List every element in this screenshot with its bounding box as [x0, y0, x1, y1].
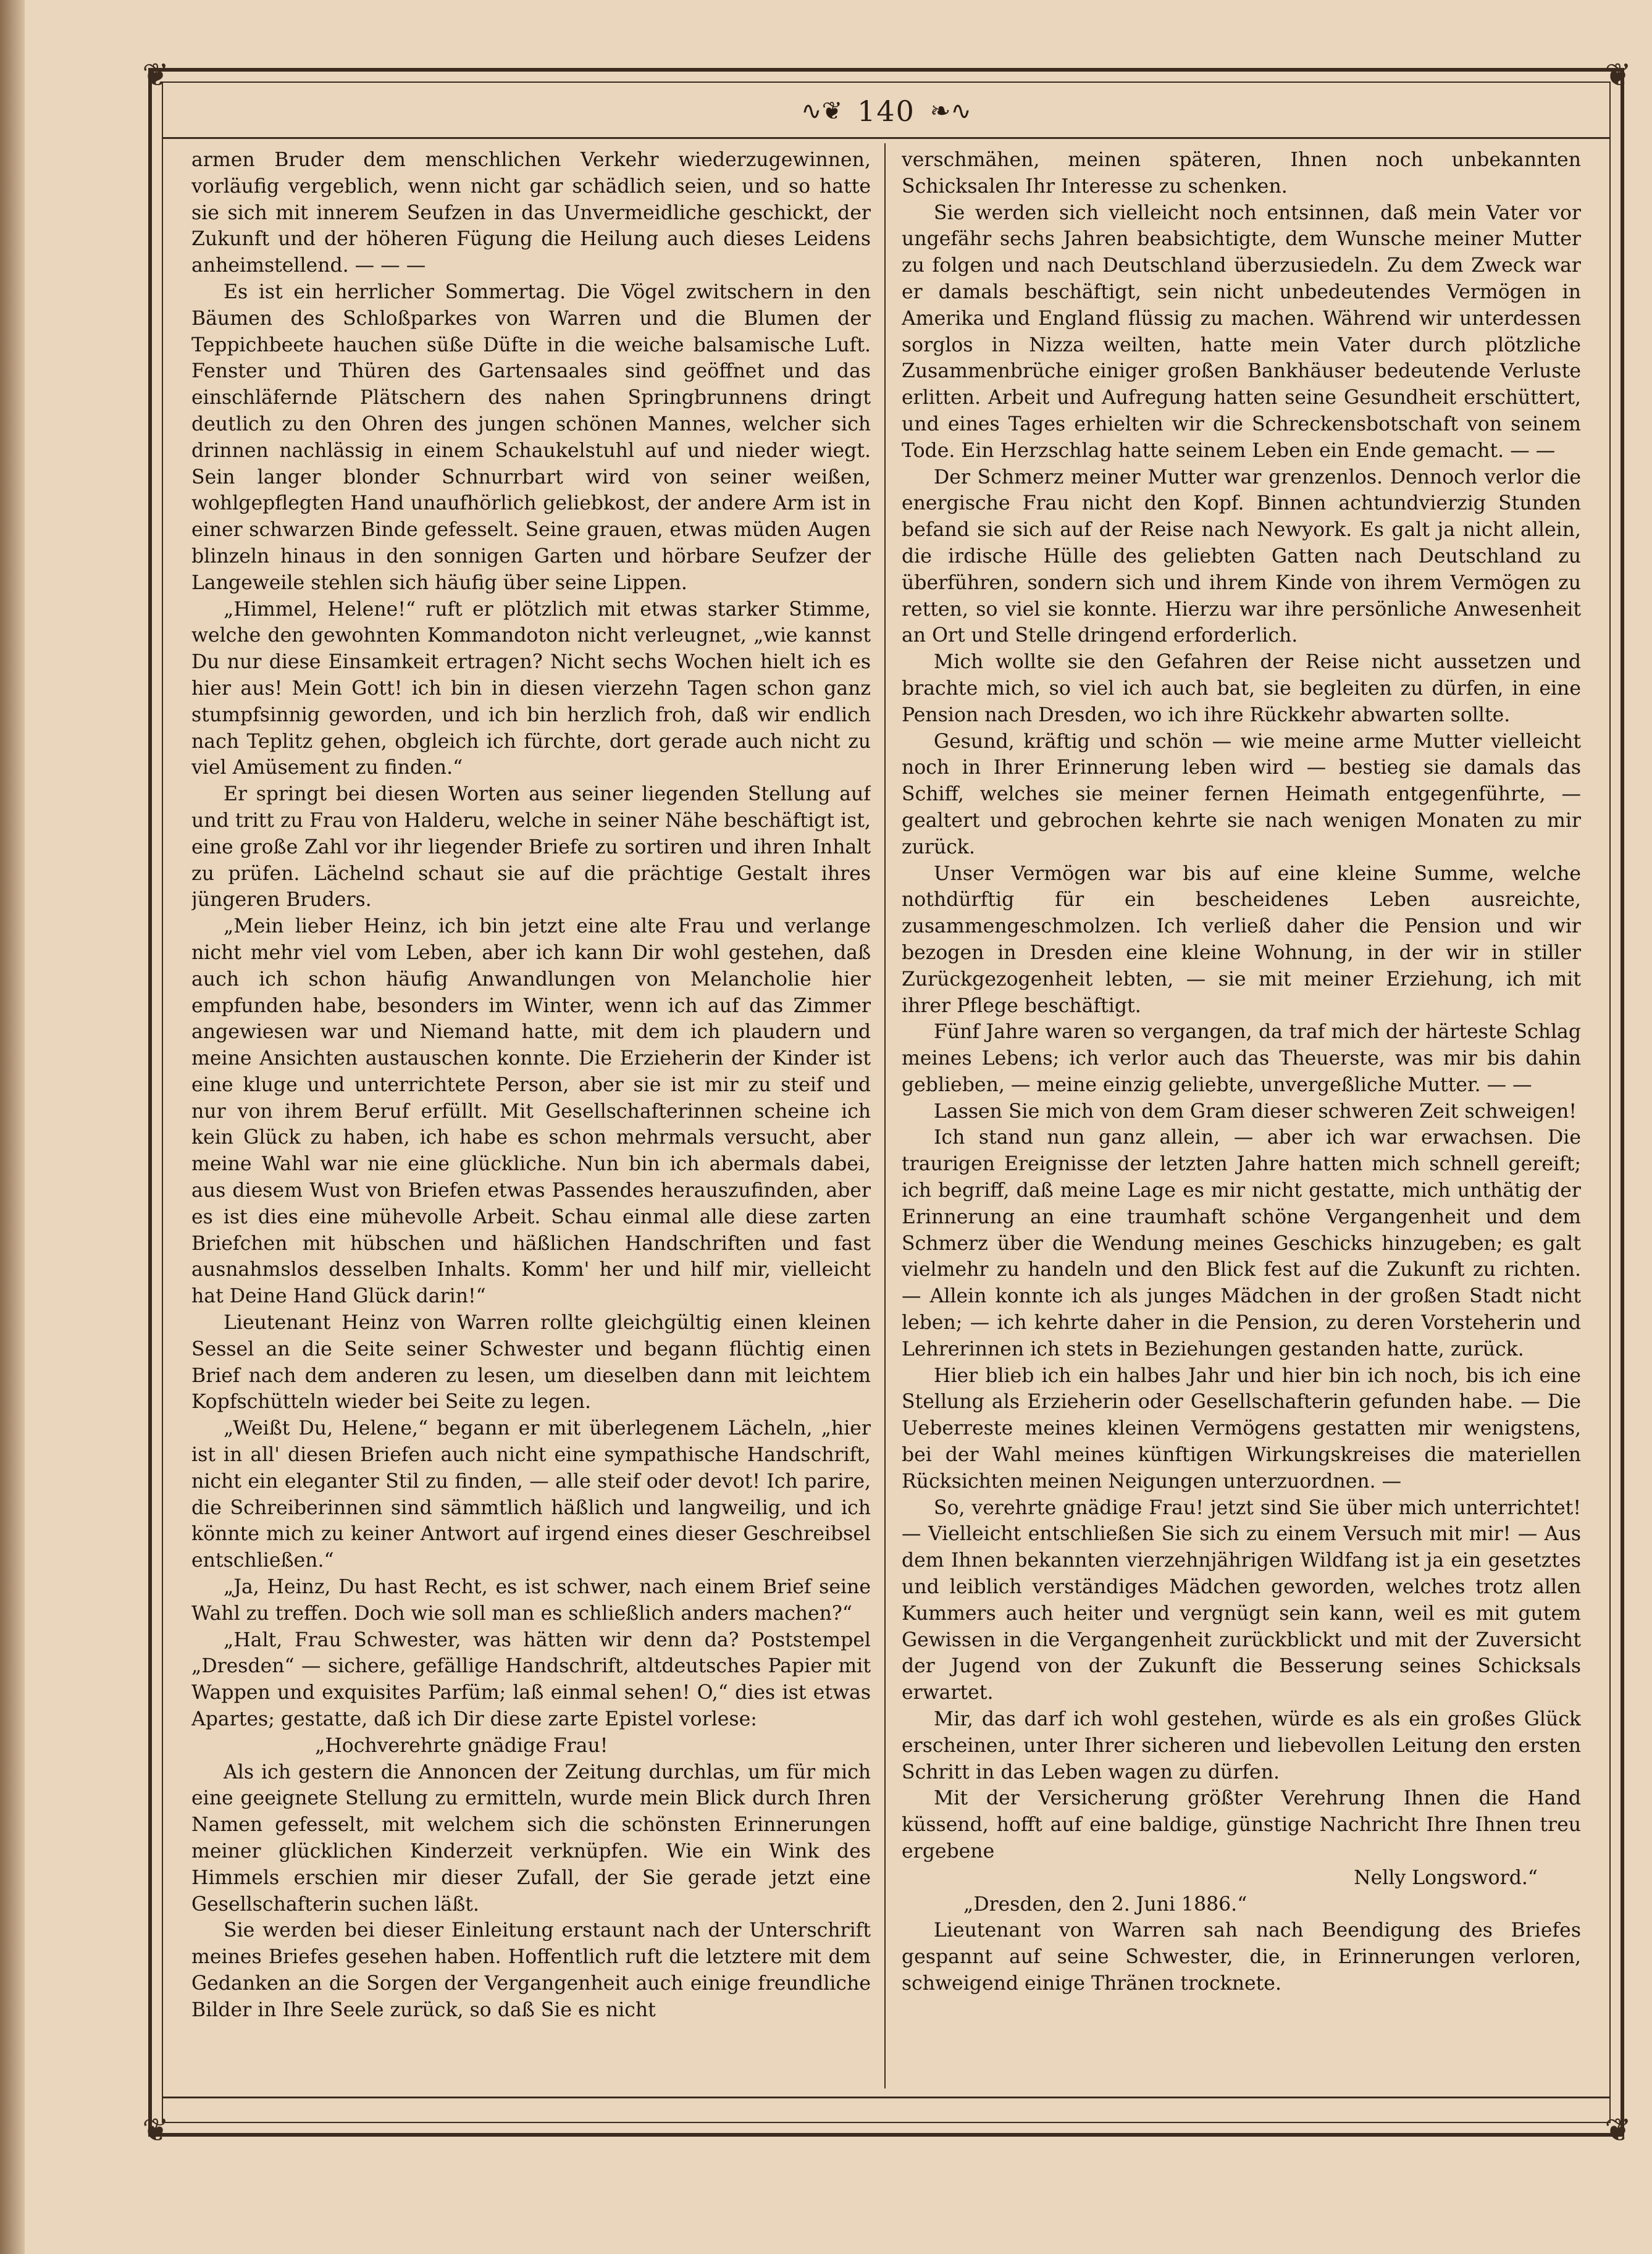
paragraph: verschmähen, meinen späteren, Ihnen noch unbekannten Schicksalen Ihr Interesse zu schenken.	[902, 149, 1581, 198]
header-rule	[162, 137, 1611, 139]
paragraph: So, verehrte gnädige Frau! jetzt sind Sie über mich unterrichtet! — Vielleicht entschließen Sie sich zu einem Versuch mit mir! — Aus dem Ihnen bekannten vierzehnjährigen Wildfang ist ja ein gesetztes und leiblich verständiges Mädchen geworden, welches trotz allen Kummers auch heiter und vergnügt sein kann, weil es mit gutem Gewissen in die Vergangenheit zurückblickt und mit der Zuversicht der Jugend von der Zukunft die Besserung seines Schicksals erwartet.	[902, 1496, 1581, 1704]
paragraph: Sie werden sich vielleicht noch entsinnen, daß mein Vater vor ungefähr sechs Jahren beabsichtigte, dem Wunsche meiner Mutter zu folgen und nach Deutschland überzusiedeln. Zu dem Zweck war er damals beschäftigt, sein nicht unbedeutendes Vermögen in Amerika und England flüssig zu machen. Während wir unterdessen sorglos in Nizza weilten, hatte mein Vater durch plötzliche Zusammenbrüche einiger großen Bankhäuser bedeutende Verluste erlitten. Arbeit und Aufregung hatten seine Gesundheit erschüttert, und eines Tages erhielten wir die Schreckensbotschaft von seinem Tode. Ein Herzschlag hatte seinem Leben ein Ende gemacht. — —	[902, 201, 1581, 462]
paragraph: armen Bruder dem menschlichen Verkehr wiederzugewinnen, vorläufig vergeblich, wenn nicht gar schädlich seien, und so hatte sie sich mit innerem Seufzen in das Unvermeidliche geschickt, der Zukunft und der höheren Fügung die Heilung auch dieses Leidens anheimstellend. — — —	[191, 149, 871, 277]
letter-date: „Dresden, den 2. Juni 1886.“	[963, 1893, 1247, 1916]
paragraph: Der Schmerz meiner Mutter war grenzenlos. Dennoch verlor die energische Frau nicht den Kopf. Binnen achtundvierzig Stunden befand sie sich auf der Reise nach Newyork. Es galt ja nicht allein, die irdische Hülle des geliebten Gatten nach Deutschland zu überführen, sondern sich und ihrem Kinde von ihrem Vermögen zu retten, so viel sie konnte. Hierzu war ihre persönliche Anwesenheit an Ort und Stelle dringend erforderlich.	[902, 466, 1581, 647]
paragraph: Lieutenant von Warren sah nach Beendigung des Briefes gespannt auf seine Schwester, die, in Erinnerungen verloren, schweigend einige Thränen trocknete.	[902, 1919, 1581, 1995]
paragraph: Mit der Versicherung größter Verehrung Ihnen die Hand küssend, hofft auf eine baldige, günstige Nachricht Ihre Ihnen treu ergebene	[902, 1787, 1581, 1862]
corner-ornament-icon: ❦	[142, 57, 169, 94]
paragraph: „Ja, Heinz, Du hast Recht, es ist schwer, nach einem Brief seine Wahl zu treffen. Doch wie soll man es schließlich anders machen?“	[191, 1576, 871, 1625]
paragraph: „Halt, Frau Schwester, was hätten wir denn da? Poststempel „Dresden“ — sichere, gefällige Handschrift, altdeutsches Papier mit Wappen und exquisites Parfüm; laß einmal sehen! O,“ dies ist etwas Apartes; gestatte, daß ich Dir diese zarte Epistel vorlese:	[191, 1628, 871, 1731]
paragraph: Mich wollte sie den Gefahren der Reise nicht aussetzen und brachte mich, so viel ich auch bat, sie begleiten zu dürfen, in eine Pension nach Dresden, wo ich ihre Rückkehr abwarten sollte.	[902, 651, 1581, 726]
paragraph: Gesund, kräftig und schön — wie meine arme Mutter vielleicht noch in Ihrer Erinnerung leben wird — bestieg sie damals das Schiff, welches sie meiner fernen Heimath entgegenführte, — gealtert und gebrochen kehrte sie nach wenigen Monaten zu mir zurück.	[902, 730, 1581, 858]
page-header	[162, 86, 1611, 136]
page-number: 140	[857, 94, 915, 128]
column-divider	[884, 143, 886, 2089]
paragraph: Mir, das darf ich wohl gestehen, würde es als ein großes Glück erscheinen, unter Ihrer sicheren und liebevollen Leitung den ersten Schritt in das Leben wagen zu dürfen.	[902, 1708, 1581, 1783]
paragraph: „Weißt Du, Helene,“ begann er mit überlegenem Lächeln, „hier ist in all' diesen Briefen auch nicht eine sympathische Handschrift, nicht ein eleganter Stil zu finden, — alle steif oder devot! Ich parire, die Schreiberinnen sind sämmtlich häßlich und langweilig, und ich könnte mich zu keiner Antwort auf irgend eines dieser Geschreibsel entschließen.“	[191, 1417, 871, 1572]
paragraph: Als ich gestern die Annoncen der Zeitung durchlas, um für mich eine geeignete Stellung zu ermitteln, wurde mein Blick durch Ihren Namen gefesselt, mit welchem sich die schönsten Erinnerungen meiner glücklichen Kinderzeit verknüpfen. Wie ein Wink des Himmels erschien mir dieser Zufall, der Sie gerade jetzt eine Gesellschafterin suchen läßt.	[191, 1761, 871, 1916]
paragraph: Es ist ein herrlicher Sommertag. Die Vögel zwitschern in den Bäumen des Schloßparkes von Warren und die Blumen der Teppichbeete hauchen süße Düfte in die weiche balsamische Luft. Fenster und Thüren des Gartensaales sind geöffnet und das einschläfernde Plätschern des nahen Springbrunnens dringt deutlich zu den Ohren des jungen schönen Mannes, welcher sich drinnen nachlässig in einem Schaukelstuhl auf und nieder wiegt. Sein langer blonder Schnurrbart wird von seiner weißen, wohlgepflegten Hand unaufhörlich geliebkost, der andere Arm ist in einer schwarzen Binde gefesselt. Seine grauen, etwas müden Augen blinzeln hinaus in den sonnigen Garten und hörbare Seufzer der Langeweile stehlen sich häufig über seine Lippen.	[191, 280, 871, 594]
header-flourish-left-icon: ∿❦	[801, 97, 843, 125]
paragraph: Er springt bei diesen Worten aus seiner liegenden Stellung auf und tritt zu Frau von Halderu, welche in seiner Nähe beschäftigt ist, eine große Zahl vor ihr liegender Briefe zu sortiren und ihren Inhalt zu prüfen. Lächelnd schaut sie auf die prächtige Gestalt ihres jüngeren Bruders.	[191, 783, 871, 911]
paragraph: Unser Vermögen war bis auf eine kleine Summe, welche nothdürftig für ein bescheidenes Leben ausreichte, zusammengeschmolzen. Ich verließ daher die Pension und wir bezogen in Dresden eine kleine Wohnung, in der wir in stiller Zurückgezogenheit lebten, — sie mit meiner Erziehung, ich mit ihrer Pflege beschäftigt.	[902, 862, 1581, 1017]
letter-signature: Nelly Longsword.“	[1354, 1866, 1538, 1889]
right-column	[902, 147, 1581, 2092]
corner-ornament-icon: ❦	[1604, 57, 1632, 94]
letter-salutation: „Hochverehrte gnädige Frau!	[315, 1734, 608, 1757]
paragraph: Lassen Sie mich von dem Gram dieser schweren Zeit schweigen!	[934, 1100, 1577, 1123]
binding-gutter	[0, 0, 25, 2254]
footer-rule	[162, 2097, 1611, 2098]
paragraph: Hier blieb ich ein halbes Jahr und hier bin ich noch, bis ich eine Stellung als Erzieherin oder Gesellschafterin gefunden habe. — Die Ueberreste meines kleinen Vermögens gestatten mir wenigstens, bei der Wahl meines künftigen Wirkungskreises die materiellen Rücksichten meinen Neigungen unterzuordnen. —	[902, 1364, 1581, 1493]
paragraph: Fünf Jahre waren so vergangen, da traf mich der härteste Schlag meines Lebens; ich verlor auch das Theuerste, was mir bis dahin geblieben, — meine einzig geliebte, unvergeßliche Mutter. — —	[902, 1021, 1581, 1096]
paragraph: Ich stand nun ganz allein, — aber ich war erwachsen. Die traurigen Ereignisse der letzten Jahre hatten mich schnell gereift; ich begriff, daß meine Lage es mir nicht gestatte, mich unthätig der Erinnerung an eine traumhaft schöne Vergangenheit und dem Schmerz über die Wendung meines Geschicks hinzugeben; es galt vielmehr zu handeln und den Blick fest auf die Zukunft zu richten. — Allein konnte ich als junges Mädchen in der großen Stadt nicht leben; — ich kehrte daher in die Pension, zu deren Vorsteherin und Lehrerinnen ich stets in Beziehungen gestanden hatte, zurück.	[902, 1126, 1581, 1360]
header-flourish-right-icon: ❧∿	[929, 97, 971, 125]
paragraph: „Mein lieber Heinz, ich bin jetzt eine alte Frau und verlange nicht mehr viel vom Leben, aber ich kann Dir wohl gestehen, daß auch ich schon häufig Anwandlungen von Melancholie hier empfunden habe, besonders im Winter, wenn ich auf das Zimmer angewiesen war und Niemand hatte, mit dem ich plaudern und meine Ansichten austauschen konnte. Die Erzieherin der Kinder ist eine kluge und unterrichtete Person, aber sie ist mir zu steif und nur von ihrem Beruf erfüllt. Mit Gesellschafterinnen scheine ich kein Glück zu haben, ich habe es schon mehrmals versucht, aber meine Wahl war nie eine glückliche. Nun bin ich abermals dabei, aus diesem Wust von Briefen etwas Passendes herauszufinden, aber es ist dies eine mühevolle Arbeit. Schau einmal alle diese zarten Briefchen mit hübschen und häßlichen Handschriften und fast ausnahmslos desselben Inhalts. Komm' her und hilf mir, vielleicht hat Deine Hand Glück darin!“	[191, 915, 871, 1308]
left-column	[191, 147, 871, 2092]
corner-ornament-icon: ❦	[1604, 2112, 1632, 2149]
paragraph: Lieutenant Heinz von Warren rollte gleichgültig einen kleinen Sessel an die Seite seiner Schwester und begann flüchtig einen Brief nach dem anderen zu lesen, um dieselben dann mit leichtem Kopfschütteln wieder bei Seite zu legen.	[191, 1312, 871, 1414]
paragraph: „Himmel, Helene!“ ruft er plötzlich mit etwas starker Stimme, welche den gewohnten Kommandoton nicht verleugnet, „wie kannst Du nur diese Einsamkeit ertragen? Nicht sechs Wochen hielt ich es hier aus! Mein Gott! ich bin in diesen vierzehn Tagen schon ganz stumpfsinnig geworden, und ich bin herzlich froh, daß wir endlich nach Teplitz gehen, obgleich ich fürchte, dort gerade auch nicht zu viel Amüsement zu finden.“	[191, 598, 871, 779]
corner-ornament-icon: ❦	[142, 2112, 169, 2149]
paragraph: Sie werden bei dieser Einleitung erstaunt nach der Unterschrift meines Briefes gesehen haben. Hoffentlich ruft die letztere mit dem Gedanken an die Sorgen der Vergangenheit auch einige freundliche Bilder in Ihre Seele zurück, so daß Sie es nicht	[191, 1919, 871, 2021]
